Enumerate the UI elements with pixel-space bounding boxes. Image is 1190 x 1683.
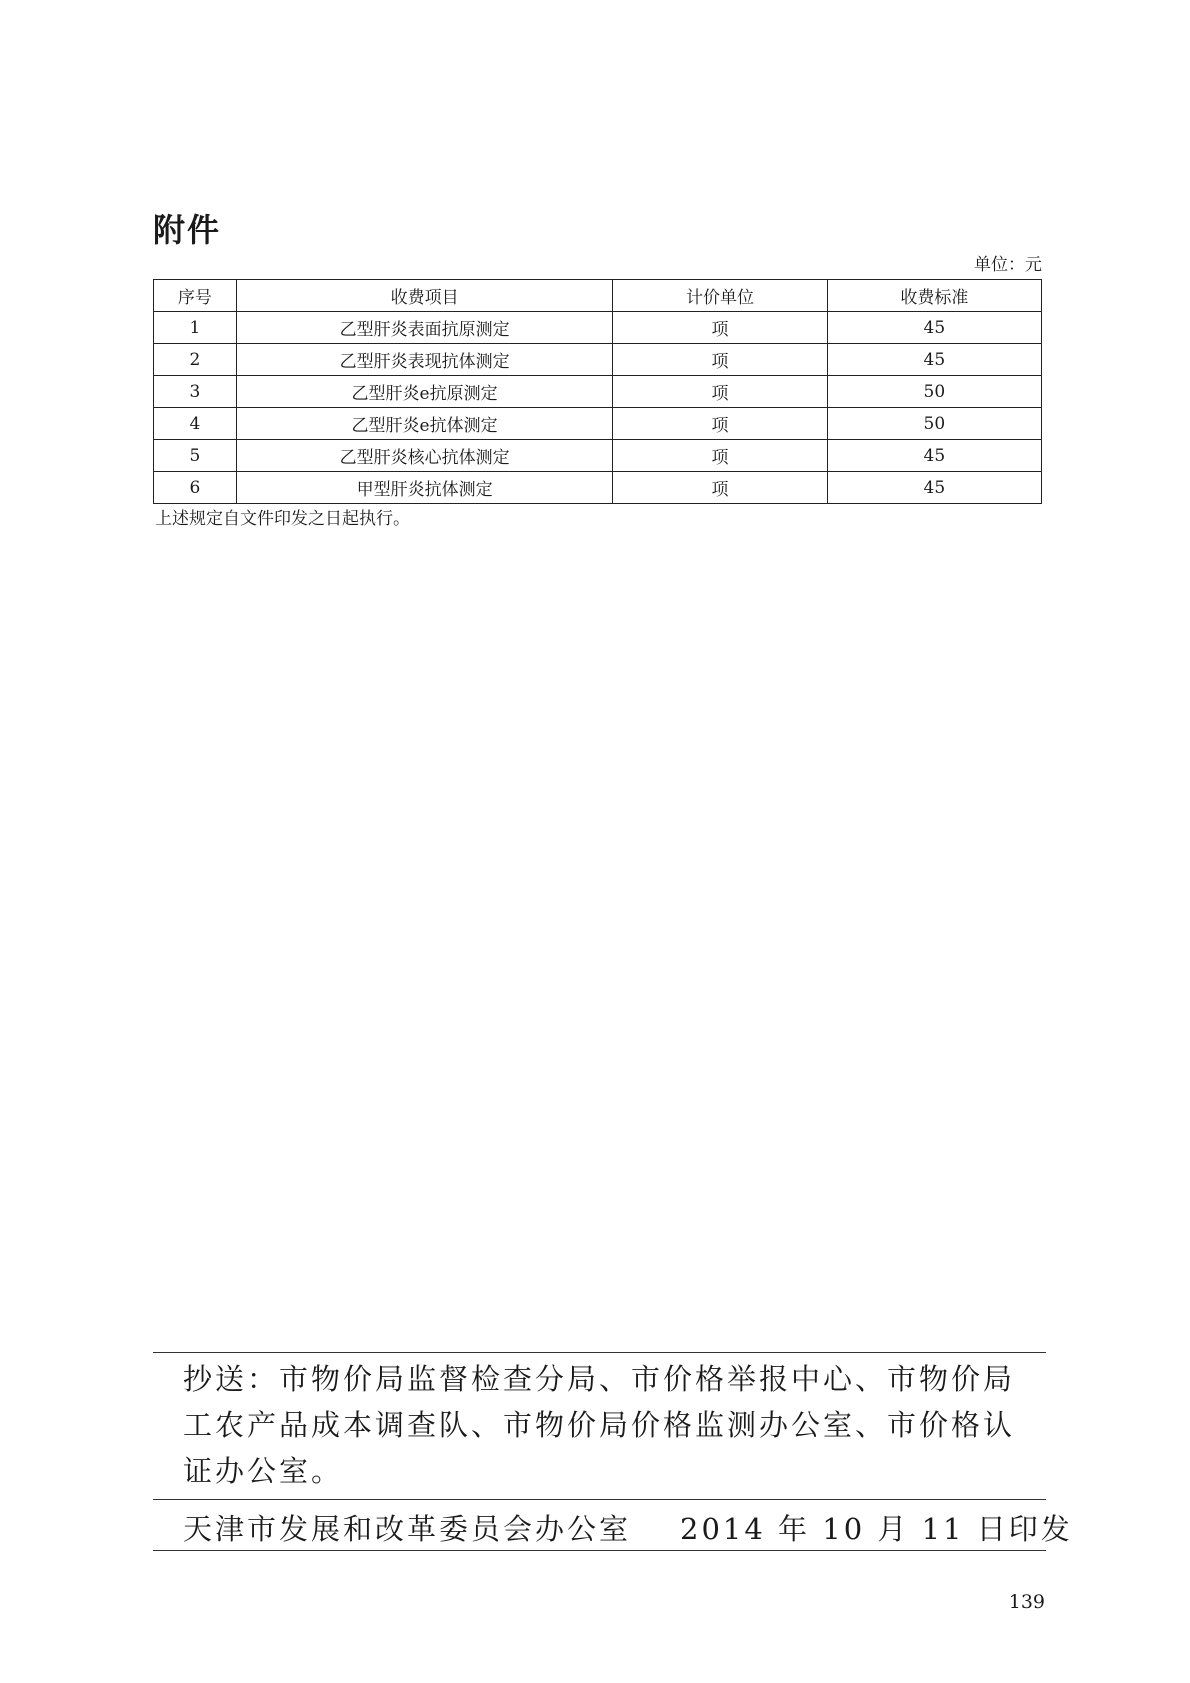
row-fee: 50	[827, 408, 1041, 440]
table-row	[154, 408, 1042, 440]
row-index: 5	[154, 440, 237, 472]
row-item: 乙型肝炎表现抗体测定	[236, 344, 613, 376]
footer-top-rule	[153, 1352, 1046, 1353]
footer-middle-rule	[153, 1499, 1046, 1500]
row-unit: 项	[613, 472, 827, 504]
table-row	[154, 376, 1042, 408]
row-unit: 项	[613, 440, 827, 472]
row-index: 1	[154, 312, 237, 344]
fee-table	[153, 279, 1042, 504]
row-index: 6	[154, 472, 237, 504]
row-index: 4	[154, 408, 237, 440]
page-heading: 附件	[153, 211, 222, 249]
row-fee: 45	[827, 440, 1041, 472]
row-item: 乙型肝炎e抗体测定	[236, 408, 613, 440]
row-fee: 50	[827, 376, 1041, 408]
table-header-row	[154, 280, 1042, 312]
table-row	[154, 440, 1042, 472]
footer-bottom-rule	[153, 1550, 1046, 1551]
table-row	[154, 472, 1042, 504]
row-unit: 项	[613, 312, 827, 344]
cc-recipients: 抄送：市物价局监督检查分局、市价格举报中心、市物价局工农产品成本调查队、市物价局价格监测办公室、市价格认证办公室。	[183, 1362, 1016, 1488]
row-unit: 项	[613, 376, 827, 408]
effective-date-note: 上述规定自文件印发之日起执行。	[155, 509, 410, 529]
row-index: 2	[154, 344, 237, 376]
row-item: 甲型肝炎抗体测定	[236, 472, 613, 504]
issue-date: 2014 年 10 月 11 日印发	[680, 1512, 1073, 1546]
table-row	[154, 344, 1042, 376]
row-item: 乙型肝炎e抗原测定	[236, 376, 613, 408]
unit-note: 单位：元	[974, 255, 1042, 275]
row-item: 乙型肝炎表面抗原测定	[236, 312, 613, 344]
page-number: 139	[1008, 1591, 1045, 1613]
row-fee: 45	[827, 312, 1041, 344]
column-header-fee: 收费标准	[827, 280, 1041, 312]
row-unit: 项	[613, 344, 827, 376]
row-fee: 45	[827, 472, 1041, 504]
row-index: 3	[154, 376, 237, 408]
row-fee: 45	[827, 344, 1041, 376]
column-header-item: 收费项目	[236, 280, 613, 312]
table-row	[154, 312, 1042, 344]
issuing-office: 天津市发展和改革委员会办公室	[183, 1512, 632, 1546]
column-header-index: 序号	[154, 280, 237, 312]
row-item: 乙型肝炎核心抗体测定	[236, 440, 613, 472]
row-unit: 项	[613, 408, 827, 440]
column-header-unit: 计价单位	[613, 280, 827, 312]
